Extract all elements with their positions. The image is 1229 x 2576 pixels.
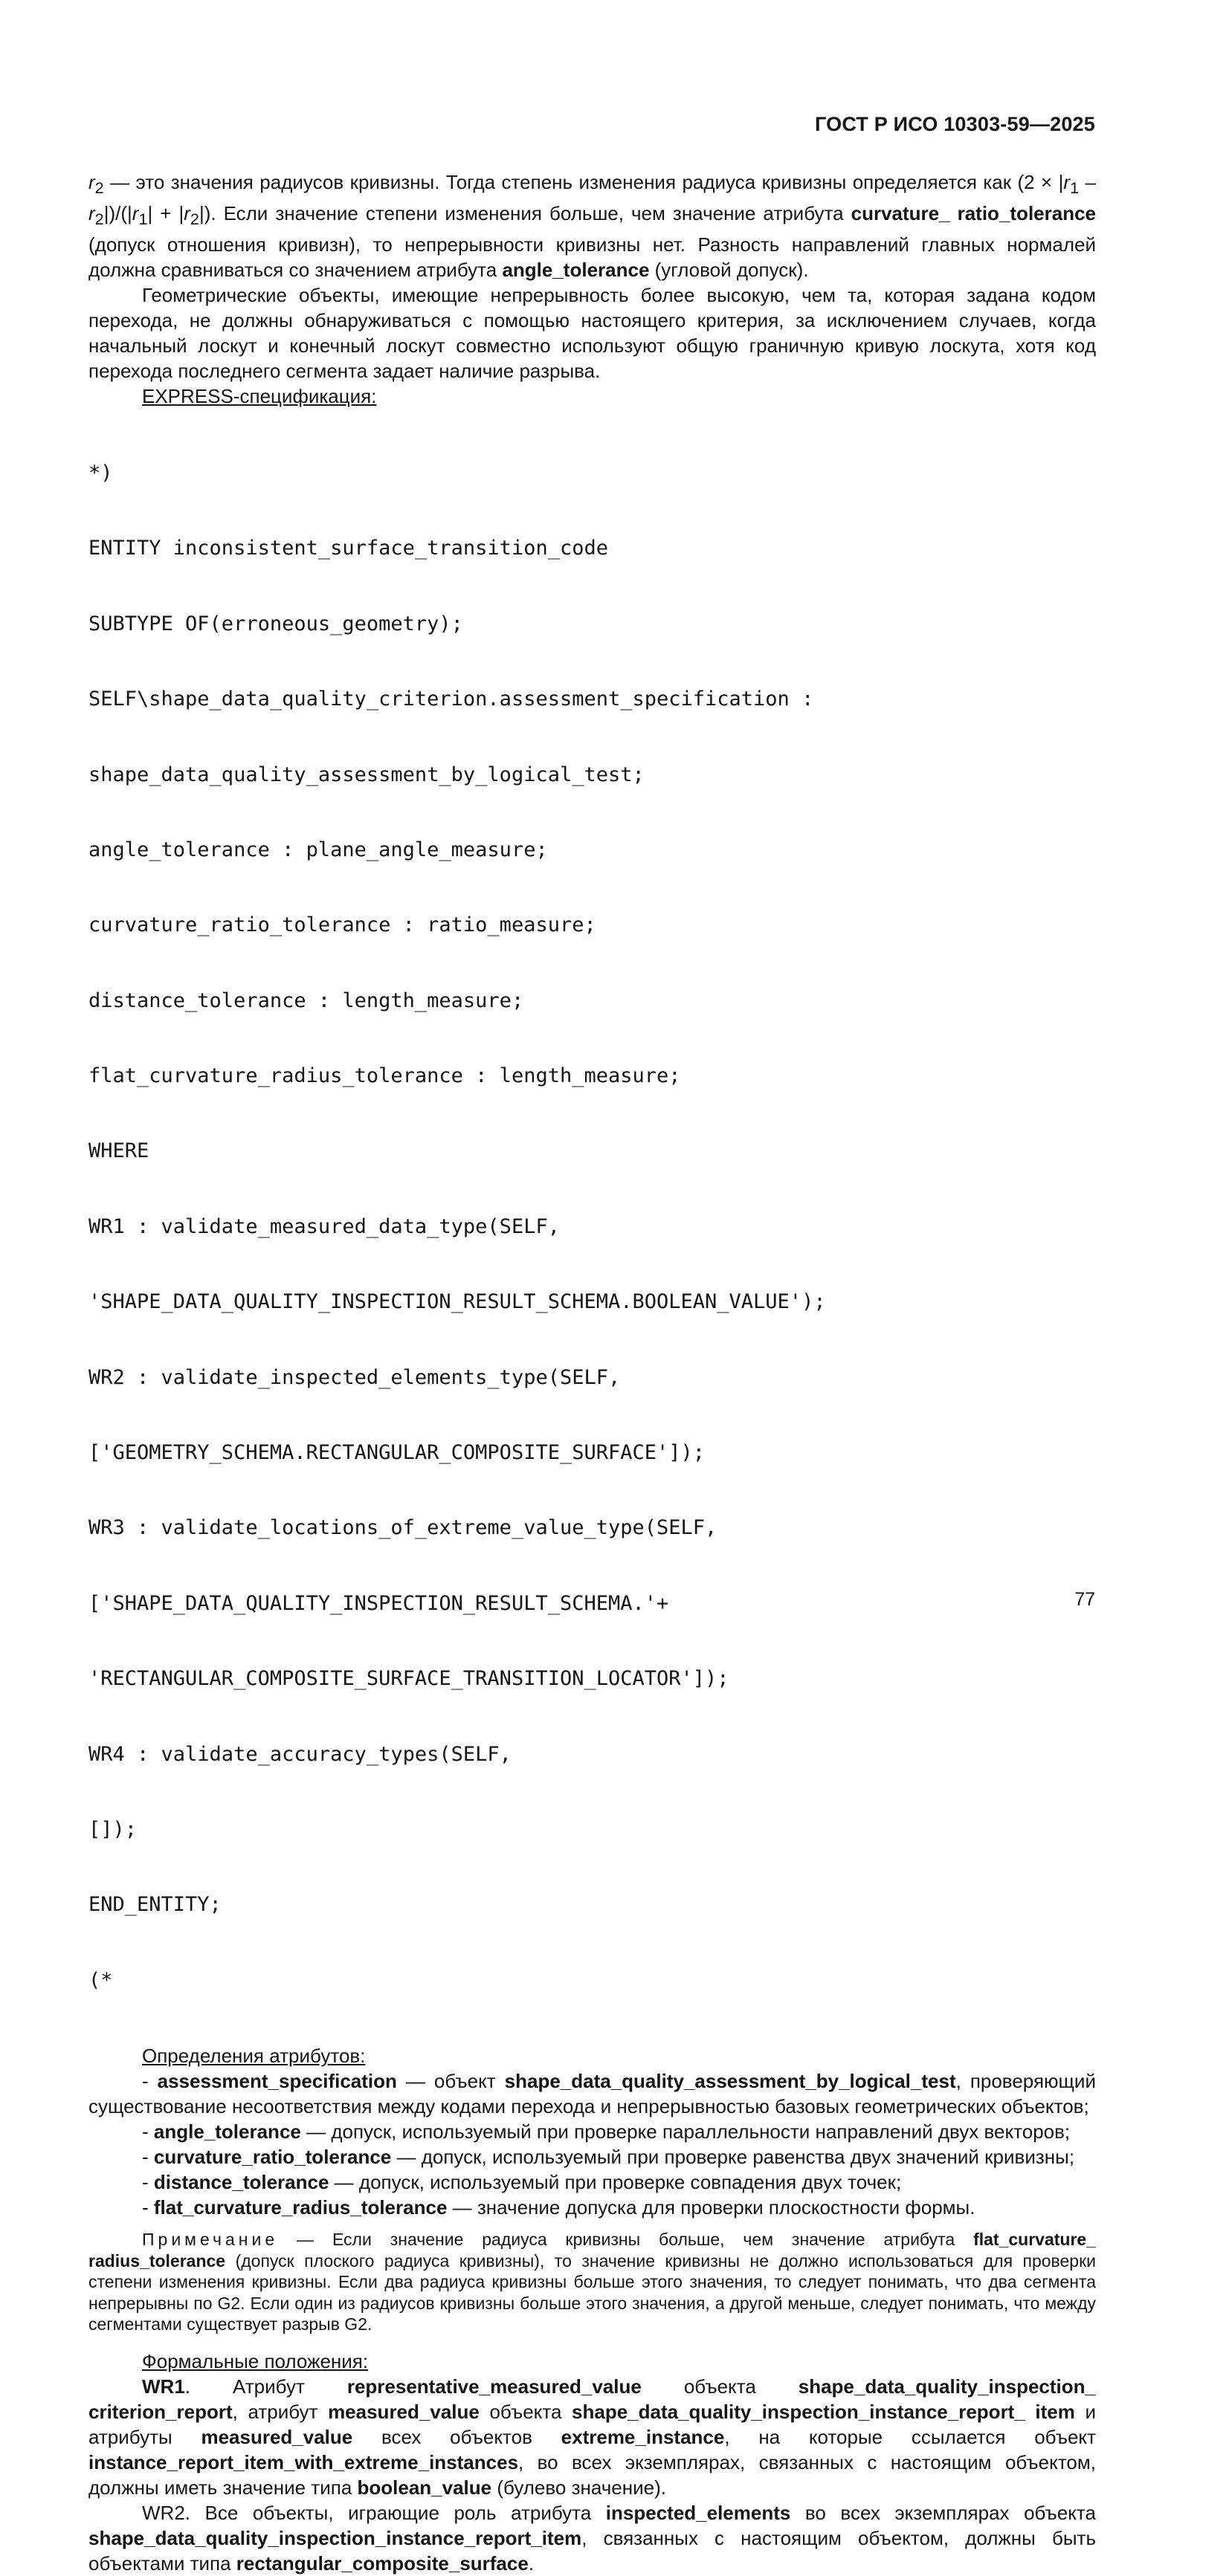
- code-line: ['SHAPE_DATA_QUALITY_INSPECTION_RESULT_SCHEMA.'+: [88, 1591, 669, 1615]
- attribute-item: - curvature_ratio_tolerance — допуск, используемый при проверке равенства двух значений кривизны;: [142, 2146, 1075, 2169]
- code-line: WR4 : validate_accuracy_types(SELF,: [88, 1742, 512, 1766]
- code-line: SUBTYPE OF(erroneous_geometry);: [88, 612, 463, 635]
- attribute-item: - flat_curvature_radius_tolerance — значение допуска для проверки плоскостности формы.: [142, 2196, 975, 2219]
- paragraph-geometric-objects: Геометрические объекты, имеющие непрерывность более высокую, чем та, которая задана кодом перехода, не должны обнаруживаться с помощью настоящего критерия, за исключением случаев, когда начальный лоскут и конечный лоскут совместно используют общую граничную кривую лоскута, хотя код перехода последнего сегмента задает наличие разрыва.: [88, 284, 1096, 383]
- note-block: Примечание — Если значение радиуса кривизны больше, чем значение атрибута flat_curvature_ radius_tolerance (допуск плоского радиуса кривизны), то значение кривизны не должно использоваться для проверки степени изменения кривизны. Если два радиуса кривизны больше этого значения, то следует понимать, что два сегмента непрерывны по G2. Если один из радиусов кривизны больше этого значения, а другой меньше, следует понимать, что между сегментами существует разрыв G2.: [88, 2230, 1096, 2334]
- code-line: WR1 : validate_measured_data_type(SELF,: [88, 1214, 560, 1238]
- attribute-item: - assessment_specification — объект shape_data_quality_assessment_by_logical_test, проверяющий существование несоответствия между кодами перехода и непрерывностью базовых геометрических объектов;: [88, 2070, 1096, 2118]
- code-line: []);: [88, 1818, 138, 1841]
- page-number: 77: [1074, 1589, 1095, 1610]
- code-line: (*: [88, 1968, 113, 1992]
- code-line: WR2 : validate_inspected_elements_type(SELF,: [88, 1365, 621, 1389]
- rule-wr2: WR2. Все объекты, играющие роль атрибута inspected_elements во всех экземплярах объекта shape_data_quality_inspection_instance_report_item, связанных с настоящим объектом, должны быть объектами типа rectangular_composite_surface.: [88, 2501, 1097, 2575]
- note-label: Примечание: [142, 2230, 279, 2250]
- attribute-item: - angle_tolerance — допуск, используемый при проверке параллельности направлений двух векторов;: [142, 2120, 1071, 2143]
- attribute-item: - distance_tolerance — допуск, используемый при проверке совпадения двух точек;: [142, 2171, 902, 2194]
- code-line: 'RECTANGULAR_COMPOSITE_SURFACE_TRANSITION_LOCATOR']);: [88, 1667, 729, 1691]
- attributes-label: Определения атрибутов:: [142, 2045, 366, 2068]
- paragraph-curvature: $r_2$ — это значения радиусов кривизны. Тогда степень изменения радиуса кривизны определяется как $(2 \times |r_1 - r_2|)/(|r_1| + |r_2|)$. Если значение степени изменения больше, чем значение атрибута curvature_ ratio_tolerance (допуск отношения кривизн), то непрерывности кривизны нет. Разность направлений главных нормалей должна сравниваться со значением атрибута angle_tolerance (угловой допуск).: [88, 171, 1097, 282]
- code-line: curvature_ratio_tolerance : ratio_measure;: [88, 913, 596, 937]
- code-line: ['GEOMETRY_SCHEMA.RECTANGULAR_COMPOSITE_SURFACE']);: [88, 1441, 706, 1465]
- body-text: [88, 169, 1096, 2576]
- code-line: shape_data_quality_assessment_by_logical_test;: [88, 763, 645, 786]
- code-line: WR3 : validate_locations_of_extreme_value_type(SELF,: [88, 1516, 717, 1540]
- code-line: angle_tolerance : plane_angle_measure;: [88, 838, 548, 861]
- code-line: distance_tolerance : length_measure;: [88, 988, 524, 1012]
- document-header: ГОСТ Р ИСО 10303-59—2025: [815, 113, 1095, 135]
- code-line: END_ENTITY;: [88, 1893, 222, 1917]
- express-spec-label: EXPRESS-спецификация:: [142, 385, 377, 408]
- code-line: SELF\shape_data_quality_criterion.assessment_specification :: [88, 687, 814, 711]
- formal-provisions-label: Формальные положения:: [142, 2349, 369, 2372]
- code-line: WHERE: [88, 1139, 149, 1163]
- code-line: flat_curvature_radius_tolerance : length_measure;: [88, 1064, 681, 1088]
- code-line: 'SHAPE_DATA_QUALITY_INSPECTION_RESULT_SCHEMA.BOOLEAN_VALUE');: [88, 1290, 826, 1314]
- code-line: ENTITY inconsistent_surface_transition_code: [88, 537, 608, 560]
- code-line: *): [88, 461, 113, 485]
- rule-wr1: WR1. Атрибут representative_measured_value объекта shape_data_quality_inspection_ criterion_report, атрибут measured_value объекта shape_data_quality_inspection_instance_report_ item и атрибуты measured_value всех объектов extreme_instance, на которые ссылается объект instance_report_item_with_extreme_instances, во всех экземплярах, связанных с настоящим объектом, должны иметь значение типа boolean_value (булево значение).: [88, 2375, 1097, 2499]
- express-code-block: [88, 410, 1096, 2043]
